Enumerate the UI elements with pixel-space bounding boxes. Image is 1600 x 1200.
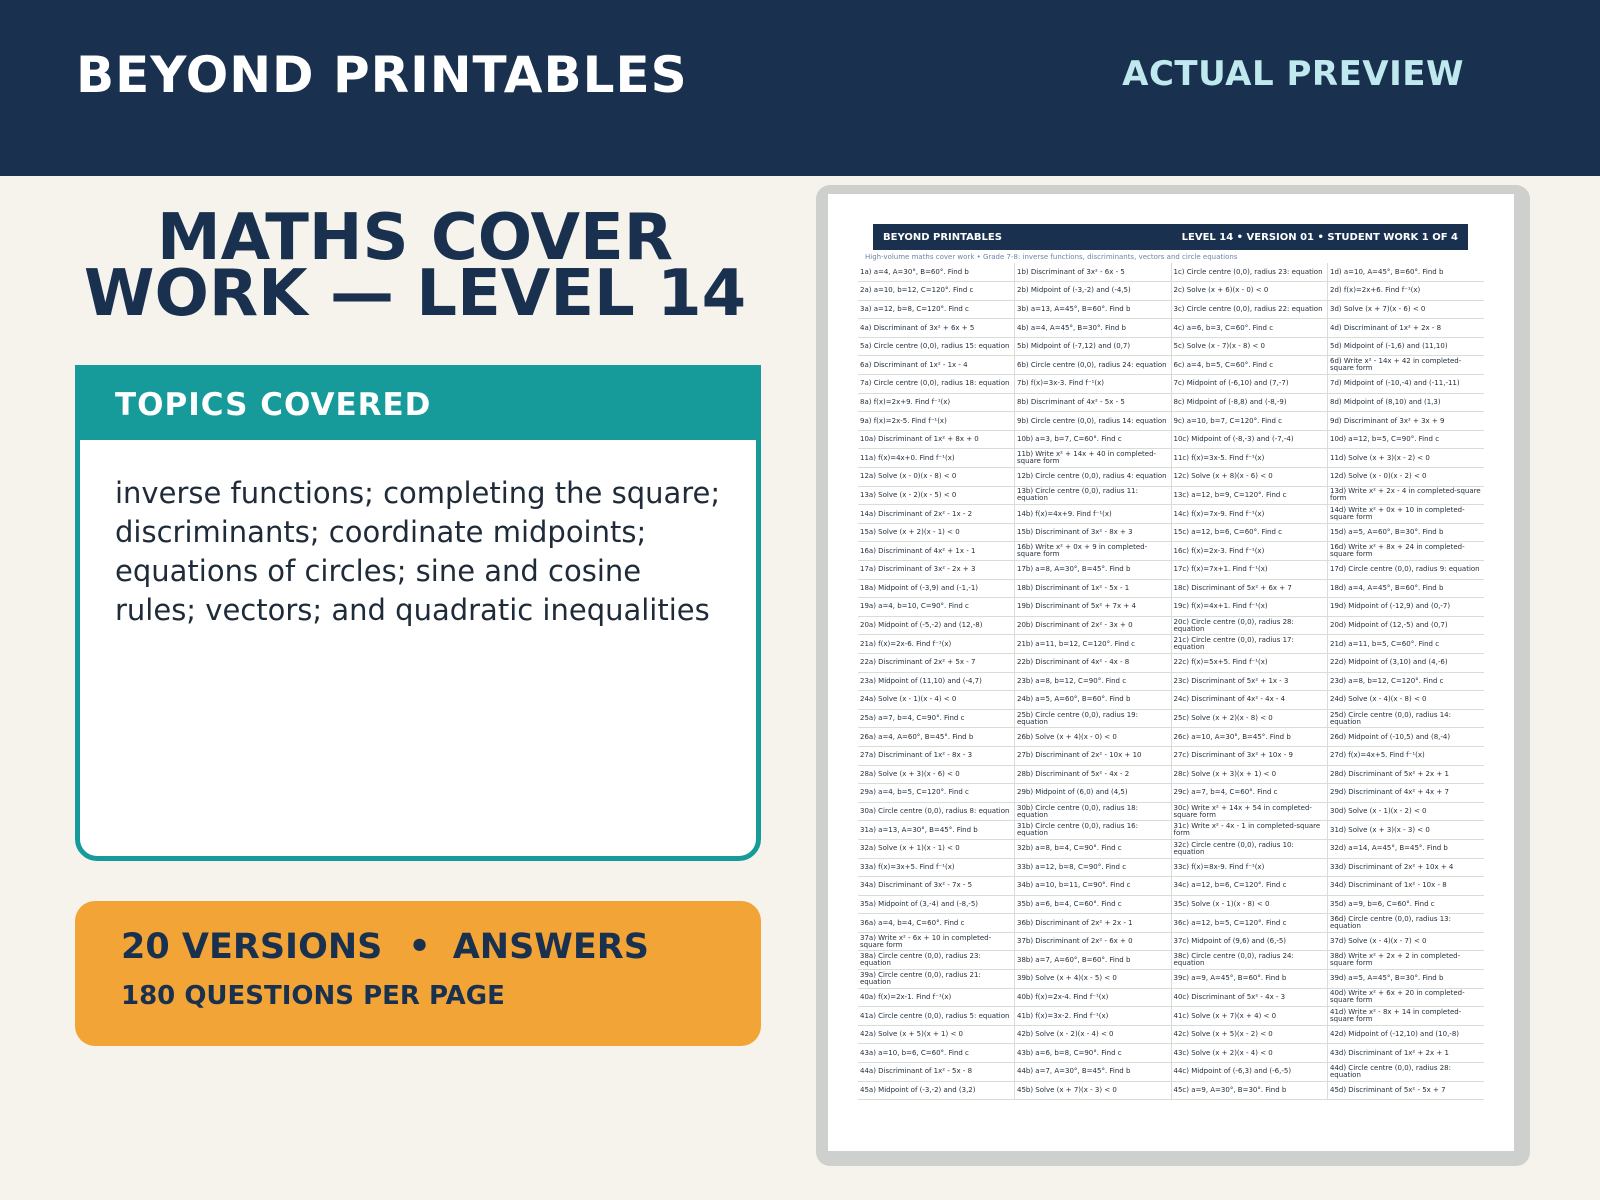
question-cell: 36b) Discriminant of 2x² + 2x - 1 [1015, 914, 1172, 933]
question-row [858, 300, 1484, 319]
question-cell: 44b) a=7, A=30°, B=45°. Find b [1015, 1063, 1172, 1082]
question-cell: 36d) Circle centre (0,0), radius 13: equation [1328, 914, 1485, 933]
question-row [858, 1081, 1484, 1100]
top-banner [0, 0, 1600, 176]
question-cell: 17d) Circle centre (0,0), radius 9: equation [1328, 561, 1485, 580]
question-row [858, 709, 1484, 728]
question-cell: 13a) Solve (x - 2)(x - 5) < 0 [858, 486, 1015, 505]
question-row [858, 449, 1484, 468]
question-cell: 32c) Circle centre (0,0), radius 10: equation [1171, 839, 1328, 858]
question-cell: 7c) Midpoint of (-6,10) and (7,-7) [1171, 375, 1328, 394]
topics-header [80, 370, 756, 440]
question-cell: 37d) Solve (x - 4)(x - 7) < 0 [1328, 932, 1485, 951]
question-cell: 1a) a=4, A=30°, B=60°. Find b [858, 263, 1015, 282]
question-cell: 2b) Midpoint of (-3,-2) and (-4,5) [1015, 282, 1172, 301]
question-cell: 3c) Circle centre (0,0), radius 22: equation [1171, 300, 1328, 319]
question-cell: 25d) Circle centre (0,0), radius 14: equation [1328, 709, 1485, 728]
question-cell: 31a) a=13, A=30°, B=45°. Find b [858, 821, 1015, 840]
question-row [858, 337, 1484, 356]
question-row [858, 839, 1484, 858]
question-cell: 35a) Midpoint of (3,-4) and (-8,-5) [858, 895, 1015, 914]
question-row [858, 858, 1484, 877]
worksheet-brand: BEYOND PRINTABLES [883, 231, 1002, 243]
question-cell: 36c) a=12, b=5, C=120°. Find c [1171, 914, 1328, 933]
question-cell: 32d) a=14, A=45°, B=45°. Find b [1328, 839, 1485, 858]
question-cell: 10a) Discriminant of 1x² + 8x + 0 [858, 430, 1015, 449]
question-cell: 16a) Discriminant of 4x² + 1x - 1 [858, 542, 1015, 561]
question-cell: 28d) Discriminant of 5x² + 2x + 1 [1328, 765, 1485, 784]
question-cell: 36a) a=4, b=4, C=60°. Find c [858, 914, 1015, 933]
question-cell: 39c) a=9, A=45°, B=60°. Find b [1171, 970, 1328, 989]
topics-text: inverse functions; completing the square; discriminants; coordinate midpoints; equations of circles; sine and cosine rules; vectors; and quadratic inequalities [115, 476, 721, 627]
question-cell: 9b) Circle centre (0,0), radius 14: equation [1015, 412, 1172, 431]
question-cell: 40d) Write x² + 6x + 20 in completed-square form [1328, 988, 1485, 1007]
question-row [858, 951, 1484, 970]
question-cell: 6c) a=4, b=5, C=60°. Find c [1171, 356, 1328, 375]
question-cell: 41d) Write x² - 8x + 14 in completed-square form [1328, 1007, 1485, 1026]
question-cell: 7a) Circle centre (0,0), radius 18: equation [858, 375, 1015, 394]
question-cell: 28b) Discriminant of 5x² - 4x - 2 [1015, 765, 1172, 784]
question-cell: 12a) Solve (x - 0)(x - 8) < 0 [858, 468, 1015, 487]
question-cell: 22c) f(x)=5x+5. Find f⁻¹(x) [1171, 653, 1328, 672]
question-row [858, 468, 1484, 487]
question-cell: 19c) f(x)=4x+1. Find f⁻¹(x) [1171, 598, 1328, 617]
question-cell: 20c) Circle centre (0,0), radius 28: equation [1171, 616, 1328, 635]
question-cell: 20a) Midpoint of (-5,-2) and (12,-8) [858, 616, 1015, 635]
question-cell: 2d) f(x)=2x+6. Find f⁻¹(x) [1328, 282, 1485, 301]
question-cell: 33a) f(x)=3x+5. Find f⁻¹(x) [858, 858, 1015, 877]
question-cell: 11d) Solve (x + 3)(x - 2) < 0 [1328, 449, 1485, 468]
question-cell: 10b) a=3, b=7, C=60°. Find c [1015, 430, 1172, 449]
question-row [858, 579, 1484, 598]
question-cell: 30a) Circle centre (0,0), radius 8: equation [858, 802, 1015, 821]
question-row [858, 375, 1484, 394]
question-cell: 9d) Discriminant of 3x² + 3x + 9 [1328, 412, 1485, 431]
question-cell: 45a) Midpoint of (-3,-2) and (3,2) [858, 1081, 1015, 1100]
question-cell: 9a) f(x)=2x-5. Find f⁻¹(x) [858, 412, 1015, 431]
versions-card [75, 901, 761, 1046]
question-cell: 8a) f(x)=2x+9. Find f⁻¹(x) [858, 393, 1015, 412]
question-cell: 23a) Midpoint of (11,10) and (-4,7) [858, 672, 1015, 691]
question-cell: 44d) Circle centre (0,0), radius 28: equation [1328, 1063, 1485, 1082]
question-cell: 34b) a=10, b=11, C=90°. Find c [1015, 877, 1172, 896]
question-row [858, 895, 1484, 914]
question-cell: 1d) a=10, A=45°, B=60°. Find b [1328, 263, 1485, 282]
question-cell: 31b) Circle centre (0,0), radius 16: equation [1015, 821, 1172, 840]
question-row [858, 932, 1484, 951]
question-row [858, 691, 1484, 710]
question-cell: 11c) f(x)=3x-5. Find f⁻¹(x) [1171, 449, 1328, 468]
question-cell: 37b) Discriminant of 2x² - 6x + 0 [1015, 932, 1172, 951]
question-cell: 26b) Solve (x + 4)(x - 0) < 0 [1015, 728, 1172, 747]
question-cell: 43c) Solve (x + 2)(x - 4) < 0 [1171, 1044, 1328, 1063]
question-row [858, 430, 1484, 449]
question-cell: 41b) f(x)=3x-2. Find f⁻¹(x) [1015, 1007, 1172, 1026]
question-cell: 23c) Discriminant of 5x² + 1x - 3 [1171, 672, 1328, 691]
page-title [70, 201, 760, 331]
question-cell: 38a) Circle centre (0,0), radius 23: equation [858, 951, 1015, 970]
question-cell: 14a) Discriminant of 2x² - 1x - 2 [858, 505, 1015, 524]
versions-count: 20 VERSIONS [121, 927, 383, 967]
question-cell: 6b) Circle centre (0,0), radius 24: equation [1015, 356, 1172, 375]
question-cell: 14c) f(x)=7x-9. Find f⁻¹(x) [1171, 505, 1328, 524]
title-line-1: MATHS COVER [156, 201, 674, 275]
question-cell: 8b) Discriminant of 4x² - 5x - 5 [1015, 393, 1172, 412]
question-cell: 44a) Discriminant of 1x² - 5x - 8 [858, 1063, 1015, 1082]
question-cell: 13b) Circle centre (0,0), radius 11: equation [1015, 486, 1172, 505]
question-row [858, 784, 1484, 803]
question-cell: 33b) a=12, b=8, C=90°. Find c [1015, 858, 1172, 877]
worksheet-question-table [858, 263, 1484, 1100]
question-cell: 34c) a=12, b=6, C=120°. Find c [1171, 877, 1328, 896]
topics-heading: TOPICS COVERED [115, 387, 432, 423]
questions-per-page: 180 QUESTIONS PER PAGE [121, 981, 505, 1011]
question-cell: 5d) Midpoint of (-1,6) and (11,10) [1328, 337, 1485, 356]
question-row [858, 263, 1484, 282]
question-cell: 41c) Solve (x + 7)(x + 4) < 0 [1171, 1007, 1328, 1026]
question-cell: 26a) a=4, A=60°, B=45°. Find b [858, 728, 1015, 747]
question-cell: 43d) Discriminant of 1x² + 2x + 1 [1328, 1044, 1485, 1063]
question-cell: 35c) Solve (x - 1)(x - 8) < 0 [1171, 895, 1328, 914]
question-cell: 23d) a=8, b=12, C=120°. Find c [1328, 672, 1485, 691]
question-row [858, 616, 1484, 635]
question-cell: 11a) f(x)=4x+0. Find f⁻¹(x) [858, 449, 1015, 468]
question-cell: 31c) Write x² - 4x - 1 in completed-square form [1171, 821, 1328, 840]
question-cell: 35d) a=9, b=6, C=60°. Find c [1328, 895, 1485, 914]
question-cell: 24c) Discriminant of 4x² - 4x - 4 [1171, 691, 1328, 710]
question-cell: 15c) a=12, b=6, C=60°. Find c [1171, 523, 1328, 542]
question-cell: 45b) Solve (x + 7)(x - 3) < 0 [1015, 1081, 1172, 1100]
question-cell: 10c) Midpoint of (-8,-3) and (-7,-4) [1171, 430, 1328, 449]
question-cell: 19a) a=4, b=10, C=90°. Find c [858, 598, 1015, 617]
question-cell: 27d) f(x)=4x+5. Find f⁻¹(x) [1328, 746, 1485, 765]
question-row [858, 988, 1484, 1007]
topics-card [75, 365, 761, 861]
worksheet-level-info: LEVEL 14 • VERSION 01 • STUDENT WORK 1 OF 4 [1181, 231, 1458, 243]
question-cell: 7d) Midpoint of (-10,-4) and (-11,-11) [1328, 375, 1485, 394]
question-cell: 24d) Solve (x - 4)(x - 8) < 0 [1328, 691, 1485, 710]
question-row [858, 672, 1484, 691]
question-cell: 34a) Discriminant of 3x² - 7x - 5 [858, 877, 1015, 896]
question-row [858, 542, 1484, 561]
question-row [858, 393, 1484, 412]
question-cell: 9c) a=10, b=7, C=120°. Find c [1171, 412, 1328, 431]
question-cell: 17a) Discriminant of 3x² - 2x + 3 [858, 561, 1015, 580]
question-cell: 24b) a=5, A=60°, B=60°. Find b [1015, 691, 1172, 710]
question-cell: 25a) a=7, b=4, C=90°. Find c [858, 709, 1015, 728]
question-cell: 10d) a=12, b=5, C=90°. Find c [1328, 430, 1485, 449]
question-cell: 37a) Write x² - 6x + 10 in completed-square form [858, 932, 1015, 951]
question-cell: 42a) Solve (x + 5)(x + 1) < 0 [858, 1025, 1015, 1044]
question-cell: 14d) Write x² + 0x + 10 in completed-square form [1328, 505, 1485, 524]
question-cell: 8d) Midpoint of (8,10) and (1,3) [1328, 393, 1485, 412]
worksheet-subtitle: High-volume maths cover work • Grade 7-8: inverse functions, discriminants, vectors and circle equations [865, 253, 1238, 261]
question-row [858, 356, 1484, 375]
question-cell: 21a) f(x)=2x-6. Find f⁻¹(x) [858, 635, 1015, 654]
question-row [858, 486, 1484, 505]
actual-preview-label: ACTUAL PREVIEW [1122, 54, 1464, 94]
question-cell: 4b) a=4, A=45°, B=30°. Find b [1015, 319, 1172, 338]
question-cell: 3a) a=12, b=8, C=120°. Find c [858, 300, 1015, 319]
bullet-separator: • [408, 927, 431, 967]
question-row [858, 598, 1484, 617]
question-cell: 24a) Solve (x - 1)(x - 4) < 0 [858, 691, 1015, 710]
question-cell: 8c) Midpoint of (-8,8) and (-8,-9) [1171, 393, 1328, 412]
question-row [858, 746, 1484, 765]
question-cell: 1b) Discriminant of 3x² - 6x - 5 [1015, 263, 1172, 282]
question-cell: 15a) Solve (x + 2)(x - 1) < 0 [858, 523, 1015, 542]
question-cell: 12b) Circle centre (0,0), radius 4: equation [1015, 468, 1172, 487]
question-row [858, 821, 1484, 840]
question-cell: 18b) Discriminant of 1x² - 5x - 1 [1015, 579, 1172, 598]
question-cell: 29a) a=4, b=5, C=120°. Find c [858, 784, 1015, 803]
question-cell: 40a) f(x)=2x-1. Find f⁻¹(x) [858, 988, 1015, 1007]
question-cell: 30d) Solve (x - 1)(x - 2) < 0 [1328, 802, 1485, 821]
question-cell: 17b) a=8, A=30°, B=45°. Find b [1015, 561, 1172, 580]
question-cell: 30c) Write x² + 14x + 54 in completed-square form [1171, 802, 1328, 821]
question-row [858, 319, 1484, 338]
question-cell: 45c) a=9, A=30°, B=30°. Find b [1171, 1081, 1328, 1100]
question-cell: 25c) Solve (x + 2)(x - 8) < 0 [1171, 709, 1328, 728]
question-row [858, 505, 1484, 524]
title-line-2: WORK — LEVEL 14 [83, 257, 747, 331]
question-cell: 5a) Circle centre (0,0), radius 15: equation [858, 337, 1015, 356]
question-cell: 35b) a=6, b=4, C=60°. Find c [1015, 895, 1172, 914]
question-cell: 18d) a=4, A=45°, B=60°. Find b [1328, 579, 1485, 598]
question-cell: 40c) Discriminant of 5x² - 4x - 3 [1171, 988, 1328, 1007]
question-cell: 27c) Discriminant of 3x² + 10x - 9 [1171, 746, 1328, 765]
question-cell: 17c) f(x)=7x+1. Find f⁻¹(x) [1171, 561, 1328, 580]
question-cell: 14b) f(x)=4x+9. Find f⁻¹(x) [1015, 505, 1172, 524]
worksheet-header [873, 224, 1468, 250]
question-row [858, 1044, 1484, 1063]
question-cell: 22a) Discriminant of 2x² + 5x - 7 [858, 653, 1015, 672]
question-cell: 20b) Discriminant of 2x² - 3x + 0 [1015, 616, 1172, 635]
question-row [858, 282, 1484, 301]
question-cell: 33d) Discriminant of 2x² + 10x + 4 [1328, 858, 1485, 877]
question-cell: 39b) Solve (x + 4)(x - 5) < 0 [1015, 970, 1172, 989]
question-cell: 27a) Discriminant of 1x² - 8x - 3 [858, 746, 1015, 765]
question-cell: 32b) a=8, b=4, C=90°. Find c [1015, 839, 1172, 858]
question-cell: 22d) Midpoint of (3,10) and (4,-6) [1328, 653, 1485, 672]
question-cell: 18c) Discriminant of 5x² + 6x + 7 [1171, 579, 1328, 598]
question-row [858, 914, 1484, 933]
question-cell: 28c) Solve (x + 3)(x + 1) < 0 [1171, 765, 1328, 784]
versions-line [121, 927, 761, 967]
question-row [858, 523, 1484, 542]
question-cell: 32a) Solve (x + 1)(x - 1) < 0 [858, 839, 1015, 858]
question-cell: 4d) Discriminant of 1x² + 2x - 8 [1328, 319, 1485, 338]
question-cell: 42d) Midpoint of (-12,10) and (10,-8) [1328, 1025, 1485, 1044]
question-cell: 21c) Circle centre (0,0), radius 17: equation [1171, 635, 1328, 654]
question-cell: 2a) a=10, b=12, C=120°. Find c [858, 282, 1015, 301]
question-cell: 38b) a=7, A=60°, B=60°. Find b [1015, 951, 1172, 970]
question-cell: 11b) Write x² + 14x + 40 in completed-square form [1015, 449, 1172, 468]
question-cell: 3b) a=13, A=45°, B=60°. Find b [1015, 300, 1172, 319]
question-row [858, 635, 1484, 654]
question-cell: 45d) Discriminant of 5x² - 5x + 7 [1328, 1081, 1485, 1100]
question-cell: 15d) a=5, A=60°, B=30°. Find b [1328, 523, 1485, 542]
question-cell: 15b) Discriminant of 3x² - 8x + 3 [1015, 523, 1172, 542]
question-row [858, 1025, 1484, 1044]
question-row [858, 728, 1484, 747]
question-cell: 37c) Midpoint of (9,6) and (6,-5) [1171, 932, 1328, 951]
question-cell: 26d) Midpoint of (-10,5) and (8,-4) [1328, 728, 1485, 747]
question-cell: 22b) Discriminant of 4x² - 4x - 8 [1015, 653, 1172, 672]
question-cell: 28a) Solve (x + 3)(x - 6) < 0 [858, 765, 1015, 784]
question-cell: 20d) Midpoint of (12,-5) and (0,7) [1328, 616, 1485, 635]
question-cell: 40b) f(x)=2x-4. Find f⁻¹(x) [1015, 988, 1172, 1007]
question-cell: 16c) f(x)=2x-3. Find f⁻¹(x) [1171, 542, 1328, 561]
question-cell: 6d) Write x² - 14x + 42 in completed-square form [1328, 356, 1485, 375]
question-row [858, 653, 1484, 672]
question-row [858, 561, 1484, 580]
question-row [858, 802, 1484, 821]
question-cell: 38c) Circle centre (0,0), radius 24: equation [1171, 951, 1328, 970]
question-cell: 43b) a=6, b=8, C=90°. Find c [1015, 1044, 1172, 1063]
question-cell: 39a) Circle centre (0,0), radius 21: equation [858, 970, 1015, 989]
question-cell: 19d) Midpoint of (-12,9) and (0,-7) [1328, 598, 1485, 617]
question-cell: 44c) Midpoint of (-6,3) and (-6,-5) [1171, 1063, 1328, 1082]
question-cell: 21d) a=11, b=5, C=60°. Find c [1328, 635, 1485, 654]
brand-name: BEYOND PRINTABLES [76, 46, 688, 104]
question-cell: 5c) Solve (x - 7)(x - 8) < 0 [1171, 337, 1328, 356]
question-cell: 42c) Solve (x + 5)(x - 2) < 0 [1171, 1025, 1328, 1044]
question-cell: 33c) f(x)=8x-9. Find f⁻¹(x) [1171, 858, 1328, 877]
question-cell: 23b) a=8, b=12, C=90°. Find c [1015, 672, 1172, 691]
question-cell: 7b) f(x)=3x-3. Find f⁻¹(x) [1015, 375, 1172, 394]
question-cell: 5b) Midpoint of (-7,12) and (0,7) [1015, 337, 1172, 356]
question-cell: 6a) Discriminant of 1x² - 1x - 4 [858, 356, 1015, 375]
question-row [858, 1007, 1484, 1026]
answers-label: ANSWERS [452, 927, 649, 967]
question-cell: 26c) a=10, A=30°, B=45°. Find b [1171, 728, 1328, 747]
question-cell: 42b) Solve (x - 2)(x - 4) < 0 [1015, 1025, 1172, 1044]
question-cell: 12c) Solve (x + 8)(x - 6) < 0 [1171, 468, 1328, 487]
question-cell: 29c) a=7, b=4, C=60°. Find c [1171, 784, 1328, 803]
question-cell: 3d) Solve (x + 7)(x - 6) < 0 [1328, 300, 1485, 319]
question-cell: 34d) Discriminant of 1x² - 10x - 8 [1328, 877, 1485, 896]
question-cell: 38d) Write x² + 2x + 2 in completed-square form [1328, 951, 1485, 970]
question-cell: 13d) Write x² + 2x - 4 in completed-square form [1328, 486, 1485, 505]
question-cell: 2c) Solve (x + 6)(x - 0) < 0 [1171, 282, 1328, 301]
question-row [858, 970, 1484, 989]
question-cell: 1c) Circle centre (0,0), radius 23: equation [1171, 263, 1328, 282]
question-cell: 39d) a=5, A=45°, B=30°. Find b [1328, 970, 1485, 989]
question-cell: 29d) Discriminant of 4x² + 4x + 7 [1328, 784, 1485, 803]
question-cell: 27b) Discriminant of 2x² - 10x + 10 [1015, 746, 1172, 765]
question-cell: 12d) Solve (x - 0)(x - 2) < 0 [1328, 468, 1485, 487]
question-cell: 31d) Solve (x + 3)(x - 3) < 0 [1328, 821, 1485, 840]
question-cell: 16d) Write x² + 8x + 24 in completed-square form [1328, 542, 1485, 561]
question-cell: 19b) Discriminant of 5x² + 7x + 4 [1015, 598, 1172, 617]
question-cell: 18a) Midpoint of (-3,9) and (-1,-1) [858, 579, 1015, 598]
question-cell: 4c) a=6, b=3, C=60°. Find c [1171, 319, 1328, 338]
question-cell: 21b) a=11, b=12, C=120°. Find c [1015, 635, 1172, 654]
question-row [858, 877, 1484, 896]
question-row [858, 412, 1484, 431]
question-cell: 16b) Write x² + 0x + 9 in completed-square form [1015, 542, 1172, 561]
question-cell: 41a) Circle centre (0,0), radius 5: equation [858, 1007, 1015, 1026]
question-cell: 4a) Discriminant of 3x² + 6x + 5 [858, 319, 1015, 338]
question-row [858, 765, 1484, 784]
question-cell: 29b) Midpoint of (6,0) and (4,5) [1015, 784, 1172, 803]
question-cell: 13c) a=12, b=9, C=120°. Find c [1171, 486, 1328, 505]
question-cell: 43a) a=10, b=6, C=60°. Find c [858, 1044, 1015, 1063]
question-cell: 25b) Circle centre (0,0), radius 19: equation [1015, 709, 1172, 728]
question-row [858, 1063, 1484, 1082]
question-cell: 30b) Circle centre (0,0), radius 18: equation [1015, 802, 1172, 821]
